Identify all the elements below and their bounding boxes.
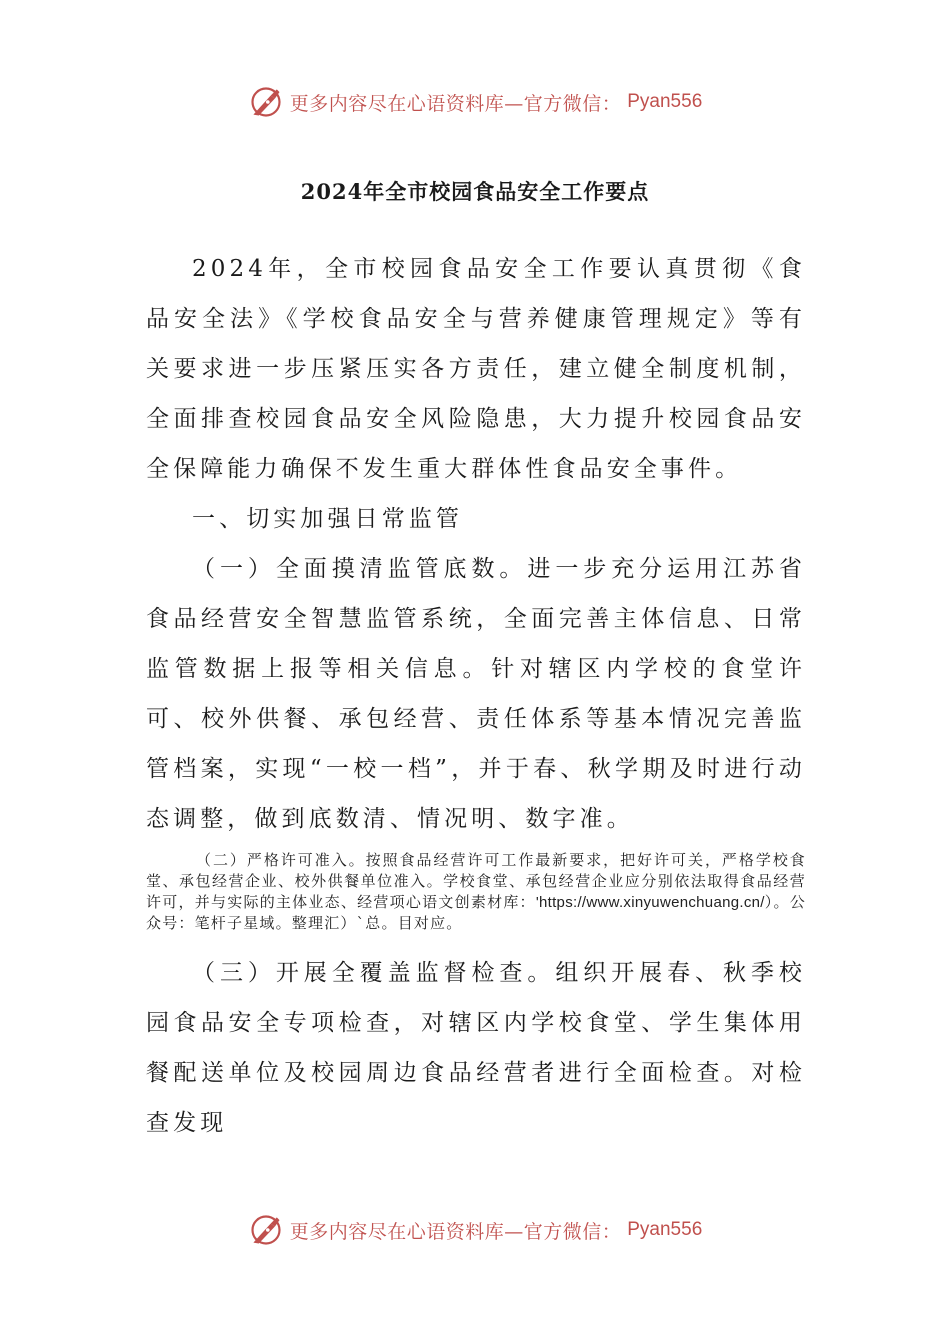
watermark-wechat-id: Pyan556 [627, 1219, 703, 1240]
document-body [146, 244, 806, 1148]
watermark-banner-bottom [0, 1208, 950, 1252]
item-2-text-end: ）。公众号：笔杆子星域。整理汇）`总。目对应。 [146, 893, 806, 932]
intro-paragraph: 2024年，全市校园食品安全工作要认真贯彻《食品安全法》《学校食品安全与营养健康管理规定》等有关要求进一步压紧压实各方责任，建立健全制度机制，全面排查校园食品安全风险隐患，大力提升校园食品安全保障能力确保不发生重大群体性食品安全事件。 [146, 256, 806, 482]
item-2-paragraph [146, 850, 806, 934]
section-heading: 一、切实加强日常监管 [192, 506, 463, 532]
item-3-paragraph: （三）开展全覆盖监督检查。组织开展春、秋季校园食品安全专项检查，对辖区内学校食堂、学生集体用餐配送单位及校园周边食品经营者进行全面检查。对检查发现 [146, 960, 806, 1136]
watermark-banner-top [0, 80, 950, 124]
item-1-paragraph: （一）全面摸清监管底数。进一步充分运用江苏省食品经营安全智慧监管系统，全面完善主体信息、日常监管数据上报等相关信息。针对辖区内学校的食堂许可、校外供餐、承包经营、责任体系等基本情况完善监管档案，实现“一校一档”，并于春、秋学期及时进行动态调整，做到底数清、情况明、数字准。 [146, 556, 806, 832]
watermark-text: 更多内容尽在心语资料库—官方微信： [289, 1220, 622, 1243]
pen-nib-icon [248, 1212, 284, 1248]
document-title: 2024年全市校园食品安全工作要点 [300, 179, 650, 204]
item-2-text: （二）严格许可准入。按照食品经营许可工作最新要求，把好许可关，严格学校食堂、承包经营企业、校外供餐单位准入。学校食堂、承包经营企业应分别依法取得食品经营许可，并与实际的主体业态、经营项心语文创素材库： [146, 851, 806, 911]
watermark-wechat-id: Pyan556 [627, 91, 703, 112]
watermark-text: 更多内容尽在心语资料库—官方微信： [289, 92, 622, 115]
pen-nib-icon [248, 84, 284, 120]
item-2-url: 'https://www.xinyuwenchuang.cn/ [535, 894, 765, 911]
